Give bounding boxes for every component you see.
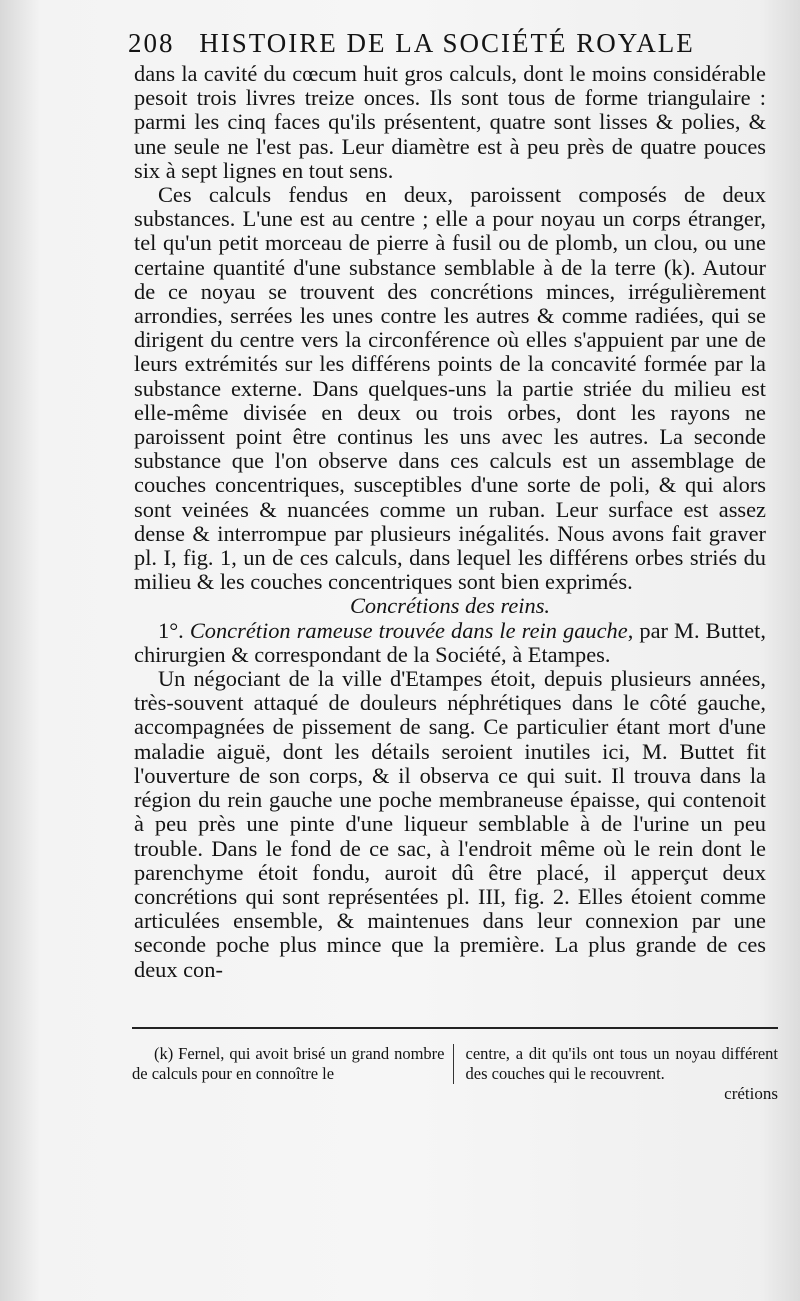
item-attribution: , par M. Buttet, chirurgien & correspondant de la Société, à Etampes. (134, 617, 766, 667)
paragraph-continuation: dans la cavité du cœcum huit gros calculs, dont le moins considérable pesoit trois livres treize onces. Ils sont tous de forme triangulaire : parmi les cinq faces qu'ils présentent, quatre sont lisses & polies, & une seule ne l'est pas. Leur diamètre est à peu près de quatre pouces six à sept lignes en tout sens. (134, 61, 766, 183)
item-number: 1°. (158, 617, 190, 643)
paragraph-calculs: Ces calculs fendus en deux, paroissent composés de deux substances. L'une est au centre ; elle a pour noyau un corps étranger, tel qu'un petit morceau de pierre à fusil ou de plomb, un clou, ou une certaine quantité d'une substance semblable à de la terre (k). Autour de ce noyau se trouvent des concrétions minces, irrégulièrement arrondies, serrées les unes contre les autres & comme radiées, qui se dirigent du centre vers la circonférence où elles s'appuient par une de leurs extrémités sur les différens points de la concavité formée par la substance externe. Dans quelques-uns la partie striée du milieu est elle-même divisée en deux ou trois orbes, dont les rayons ne paroissent point être continus les uns avec les autres. La seconde substance que l'on observe dans ces calculs est un assemblage de couches concentriques, susceptibles d'une sorte de poli, & qui alors sont veinées & nuancées comme un ruban. Leur surface est assez dense & interrompue par plusieurs inégalités. Nous avons fait graver pl. I, fig. 1, un de ces calculs, dans lequel les différens orbes striés du milieu & les couches concentriques sont bien exprimés. (134, 182, 766, 595)
body-text (134, 62, 766, 982)
footnote-left-column: (k) Fernel, qui avoit brisé un grand nombre de calculs pour en connoître le (132, 1044, 445, 1083)
running-title: HISTOIRE DE LA SOCIÉTÉ ROYALE (199, 28, 695, 58)
page-number: 208 (128, 28, 175, 58)
footnotes (132, 1044, 778, 1084)
paragraph-negociant: Un négociant de la ville d'Etampes étoit, depuis plusieurs années, très-souvent attaqué de douleurs néphrétiques dans le côté gauche, accompagnées de pissement de sang. Ce particulier étant mort d'une maladie aiguë, dont les détails seroient inutiles ici, M. Buttet fit l'ouverture de son corps, & il observa ce qui suit. Il trouva dans la région du rein gauche une poche membraneuse épaisse, qui contenoit à peu près une pinte d'une liqueur semblable à de l'urine un peu trouble. Dans le fond de ce sac, à l'endroit même où le rein dont le parenchyme étoit fondu, auroit dû être placé, il apperçut deux concrétions qui sont représentées pl. III, fig. 2. Elles étoient comme articulées ensemble, & maintenues dans leur connexion par une seconde poche plus mince que la première. La plus grande de ces deux con- (134, 666, 766, 982)
footnote-right-column: centre, a dit qu'ils ont tous un noyau différent des couches qui le recouvrent. (453, 1044, 779, 1084)
catchword: crétions (724, 1084, 778, 1103)
footnote-rule (132, 1027, 778, 1029)
section-title: Concrétions des reins. (349, 593, 551, 619)
paragraph-concretion-heading (134, 619, 766, 667)
item-title: Concrétion rameuse trouvée dans le rein gauche (189, 617, 628, 643)
